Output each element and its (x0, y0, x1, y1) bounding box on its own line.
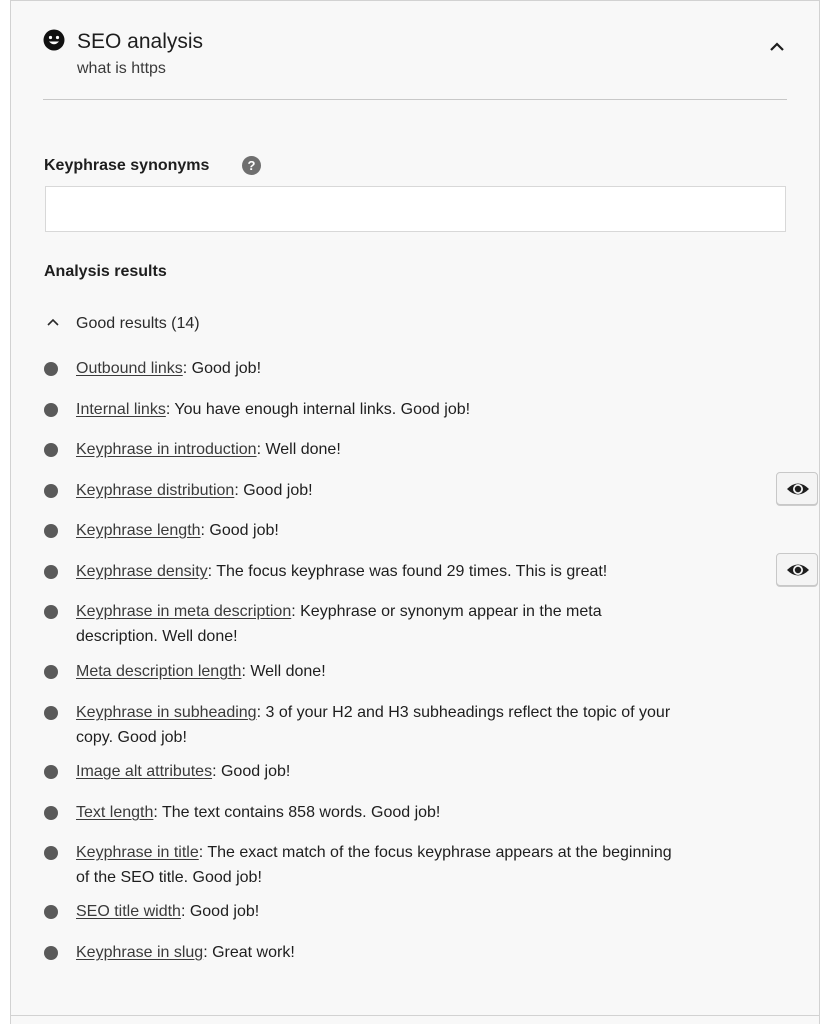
result-message: : Well done! (241, 663, 326, 680)
result-text (76, 840, 672, 890)
score-bullet-icon (44, 946, 58, 960)
good-results-toggle[interactable] (44, 313, 264, 335)
result-link[interactable]: Text length (76, 804, 154, 821)
result-link[interactable]: Meta description length (76, 663, 242, 680)
highlight-eye-button[interactable] (776, 472, 818, 505)
result-link[interactable]: Keyphrase in subheading (76, 704, 257, 721)
good-results-label: Good results (14) (76, 315, 200, 332)
result-message: : Keyphrase or synonym appear in the meta (291, 603, 602, 620)
result-text (76, 899, 259, 924)
smiley-icon (43, 29, 65, 51)
analysis-results-heading: Analysis results (44, 263, 167, 280)
result-message-continued: of the SEO title. Good job! (76, 869, 262, 886)
result-link[interactable]: Keyphrase distribution (76, 482, 235, 499)
panel-title: SEO analysis (77, 30, 204, 53)
result-message-continued: copy. Good job! (76, 729, 187, 746)
result-link[interactable]: Keyphrase in title (76, 844, 199, 861)
score-bullet-icon (44, 484, 58, 498)
score-bullet-icon (44, 665, 58, 679)
help-icon[interactable]: ? (242, 156, 261, 175)
result-message: : Well done! (256, 441, 341, 458)
chevron-up-icon (46, 317, 60, 327)
result-text (76, 759, 290, 784)
score-bullet-icon (44, 362, 58, 376)
result-message: : 3 of your H2 and H3 subheadings reflect the topic of your (256, 704, 671, 721)
eye-icon (786, 479, 810, 499)
keyphrase-synonyms-label: Keyphrase synonyms (44, 157, 210, 174)
result-text (76, 800, 440, 825)
result-message: : Good job! (182, 360, 262, 377)
result-text (76, 478, 313, 503)
panel-subtitle: what is https (77, 60, 166, 77)
score-bullet-icon (44, 565, 58, 579)
header-divider (43, 99, 787, 100)
score-bullet-icon (44, 905, 58, 919)
result-message: : Good job! (234, 482, 313, 499)
result-message: : Good job! (212, 763, 291, 780)
result-message: : Good job! (180, 903, 260, 920)
result-link[interactable]: Keyphrase in meta description (76, 603, 292, 620)
result-link[interactable]: Image alt attributes (76, 763, 213, 780)
eye-icon (786, 560, 810, 580)
score-bullet-icon (44, 605, 58, 619)
result-text (76, 437, 341, 462)
result-message: : The text contains 858 words. Good job! (153, 804, 441, 821)
highlight-eye-button[interactable] (776, 553, 818, 586)
score-bullet-icon (44, 806, 58, 820)
result-link[interactable]: Keyphrase in slug (76, 944, 204, 961)
score-bullet-icon (44, 403, 58, 417)
result-link[interactable]: Keyphrase length (76, 522, 201, 539)
result-message: : Good job! (200, 522, 279, 539)
result-text (76, 940, 295, 965)
chevron-up-icon[interactable] (765, 35, 789, 59)
keyphrase-synonyms-input[interactable] (45, 186, 786, 232)
result-text (76, 356, 261, 381)
score-bullet-icon (44, 706, 58, 720)
score-bullet-icon (44, 443, 58, 457)
result-message: : Great work! (203, 944, 295, 961)
result-text (76, 559, 607, 584)
score-bullet-icon (44, 846, 58, 860)
result-link[interactable]: SEO title width (76, 903, 181, 920)
result-text (76, 518, 279, 543)
result-text (76, 397, 470, 422)
seo-analysis-header[interactable] (43, 29, 789, 89)
score-bullet-icon (44, 524, 58, 538)
result-message-continued: description. Well done! (76, 628, 238, 645)
score-bullet-icon (44, 765, 58, 779)
result-link[interactable]: Internal links (76, 401, 166, 418)
result-message: : You have enough internal links. Good job! (165, 401, 471, 418)
result-link[interactable]: Keyphrase in introduction (76, 441, 257, 458)
result-message: : The focus keyphrase was found 29 times. This is great! (207, 563, 608, 580)
panel-bottom-border (11, 1015, 819, 1016)
result-text (76, 599, 602, 649)
result-link[interactable]: Outbound links (76, 360, 183, 377)
result-message: : The exact match of the focus keyphrase appears at the beginning (198, 844, 672, 861)
seo-analysis-panel (10, 0, 820, 1024)
result-text (76, 659, 326, 684)
result-link[interactable]: Keyphrase density (76, 563, 208, 580)
result-text (76, 700, 670, 750)
